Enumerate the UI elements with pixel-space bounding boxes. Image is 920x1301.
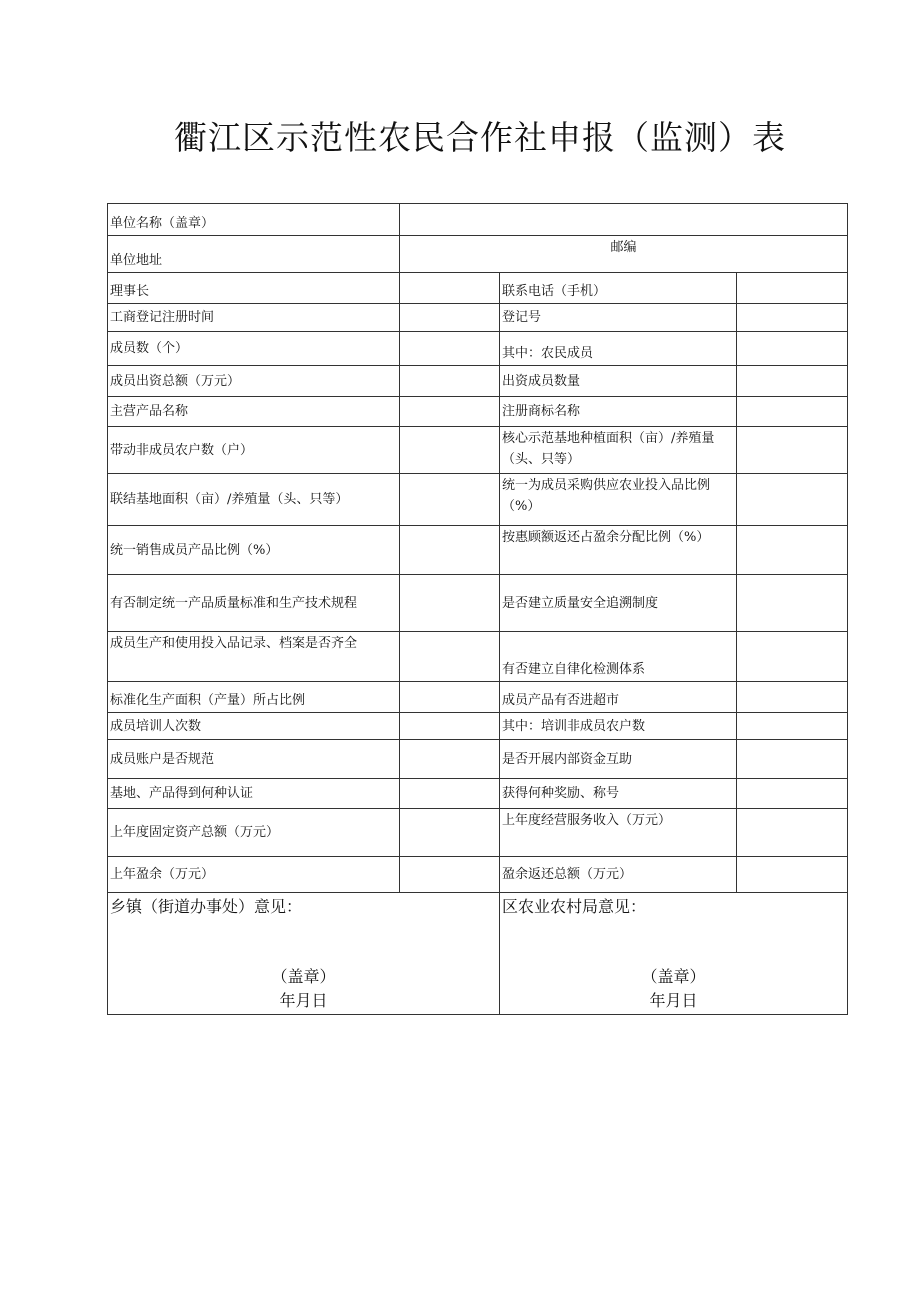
label-unit-address: 单位地址 <box>108 236 400 273</box>
label-farmer-members: 其中：农民成员 <box>500 332 737 366</box>
field-training-non-members[interactable] <box>737 713 848 740</box>
field-phone[interactable] <box>737 273 848 304</box>
label-reg-no: 登记号 <box>500 304 737 332</box>
label-non-member-households: 带动非成员农户数（户） <box>108 427 400 474</box>
township-date: 年月日 <box>279 991 328 1010</box>
label-core-base-area: 核心示范基地种植面积（亩）/养殖量（头、只等） <box>500 427 737 474</box>
page-title: 衢江区示范性农民合作社申报（监测）表 <box>174 118 786 157</box>
field-fixed-assets[interactable] <box>400 809 500 857</box>
field-unified-sales-ratio[interactable] <box>400 526 500 575</box>
label-training-count: 成员培训人次数 <box>108 713 400 740</box>
field-mutual-funds[interactable] <box>737 740 848 779</box>
field-farmer-members[interactable] <box>737 332 848 366</box>
field-standard-area-ratio[interactable] <box>400 682 500 713</box>
bureau-opinion-box[interactable] <box>500 893 848 1015</box>
field-rebate-ratio[interactable] <box>737 526 848 575</box>
label-investing-members: 出资成员数量 <box>500 366 737 397</box>
field-reg-time[interactable] <box>400 304 500 332</box>
field-investing-members[interactable] <box>737 366 848 397</box>
label-input-records: 成员生产和使用投入品记录、档案是否齐全 <box>108 632 400 682</box>
application-form <box>107 203 848 1015</box>
field-unified-purchase-ratio[interactable] <box>737 474 848 526</box>
label-unified-sales-ratio: 统一销售成员产品比例（%） <box>108 526 400 575</box>
label-accounts: 成员账户是否规范 <box>108 740 400 779</box>
label-self-testing: 有否建立自律化检测体系 <box>500 632 737 682</box>
label-awards: 获得何种奖励、称号 <box>500 779 737 809</box>
label-standard-area-ratio: 标准化生产面积（产量）所占比例 <box>108 682 400 713</box>
label-member-count: 成员数（个） <box>108 332 400 366</box>
label-service-income: 上年度经营服务收入（万元） <box>500 809 737 857</box>
field-service-income[interactable] <box>737 809 848 857</box>
label-reg-time: 工商登记注册时间 <box>108 304 400 332</box>
label-unified-purchase-ratio: 统一为成员采购供应农业投入品比例（%） <box>500 474 737 526</box>
field-unit-address[interactable] <box>400 236 848 273</box>
field-main-products[interactable] <box>400 397 500 427</box>
label-chairman: 理事长 <box>108 273 400 304</box>
label-quality-standard: 有否制定统一产品质量标准和生产技术规程 <box>108 575 400 632</box>
township-opinion-label: 乡镇（街道办事处）意见： <box>110 897 303 916</box>
field-surplus[interactable] <box>400 857 500 893</box>
field-self-testing[interactable] <box>737 632 848 682</box>
township-opinion-box[interactable] <box>108 893 500 1015</box>
label-rebate-ratio: 按惠顾额返还占盈余分配比例（%） <box>500 526 737 575</box>
label-mutual-funds: 是否开展内部资金互助 <box>500 740 737 779</box>
field-surplus-returned[interactable] <box>737 857 848 893</box>
field-input-records[interactable] <box>400 632 500 682</box>
township-seal: （盖章） <box>271 967 336 986</box>
field-training-count[interactable] <box>400 713 500 740</box>
field-trademark[interactable] <box>737 397 848 427</box>
field-quality-standard[interactable] <box>400 575 500 632</box>
field-supermarket[interactable] <box>737 682 848 713</box>
bureau-seal: （盖章） <box>641 967 706 986</box>
field-reg-no[interactable] <box>737 304 848 332</box>
label-supermarket: 成员产品有否进超市 <box>500 682 737 713</box>
field-chairman[interactable] <box>400 273 500 304</box>
field-member-investment[interactable] <box>400 366 500 397</box>
label-unit-name: 单位名称（盖章） <box>108 204 400 236</box>
label-fixed-assets: 上年度固定资产总额（万元） <box>108 809 400 857</box>
bureau-opinion-label: 区农业农村局意见： <box>502 897 647 916</box>
field-linked-base-area[interactable] <box>400 474 500 526</box>
field-unit-name[interactable] <box>400 204 848 236</box>
label-training-non-members: 其中：培训非成员农户数 <box>500 713 737 740</box>
field-non-member-households[interactable] <box>400 427 500 474</box>
label-linked-base-area: 联结基地面积（亩）/养殖量（头、只等） <box>108 474 400 526</box>
label-postal-code: 邮编 <box>610 240 637 255</box>
bureau-date: 年月日 <box>649 991 698 1010</box>
label-member-investment: 成员出资总额（万元） <box>108 366 400 397</box>
label-surplus-returned: 盈余返还总额（万元） <box>500 857 737 893</box>
field-traceability[interactable] <box>737 575 848 632</box>
field-certification[interactable] <box>400 779 500 809</box>
field-member-count[interactable] <box>400 332 500 366</box>
label-trademark: 注册商标名称 <box>500 397 737 427</box>
label-traceability: 是否建立质量安全追溯制度 <box>500 575 737 632</box>
label-main-products: 主营产品名称 <box>108 397 400 427</box>
field-core-base-area[interactable] <box>737 427 848 474</box>
field-awards[interactable] <box>737 779 848 809</box>
label-phone: 联系电话（手机） <box>500 273 737 304</box>
field-accounts[interactable] <box>400 740 500 779</box>
label-certification: 基地、产品得到何种认证 <box>108 779 400 809</box>
label-surplus: 上年盈余（万元） <box>108 857 400 893</box>
